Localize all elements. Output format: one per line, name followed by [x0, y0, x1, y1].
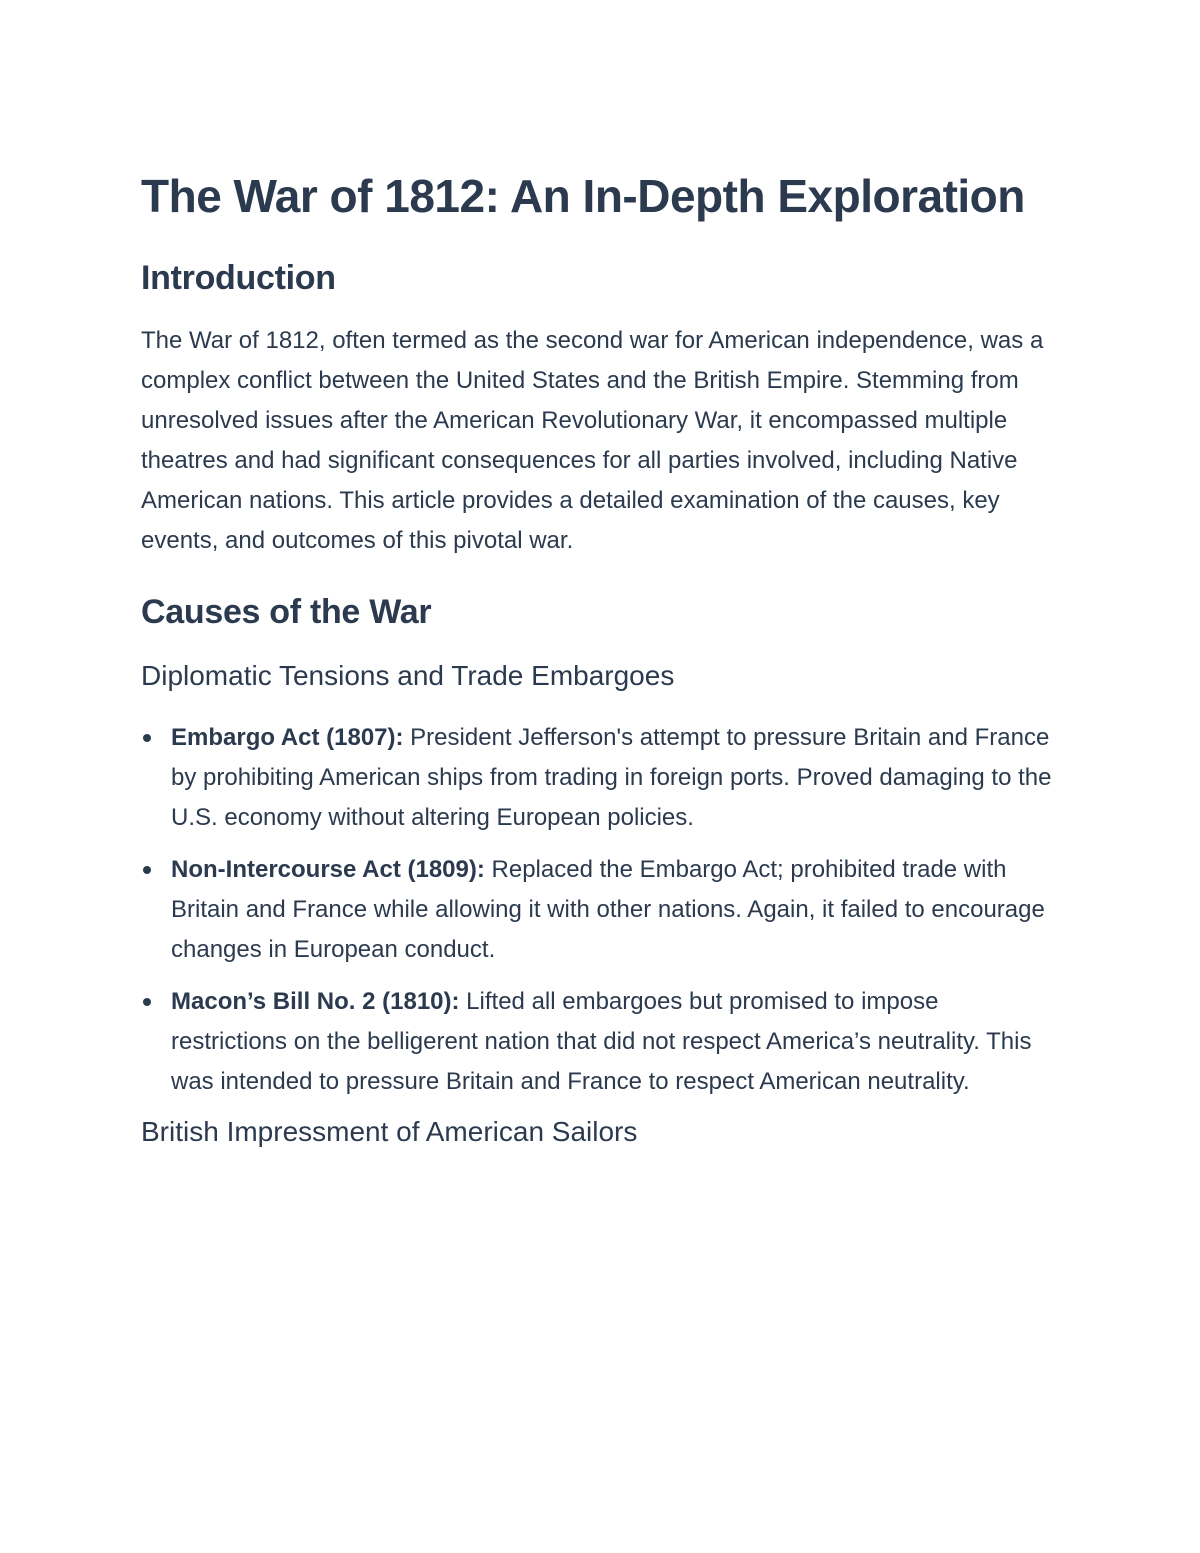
list-item-text: Replaced the Embargo Act; prohibited trade with Britain and France while allowing it with other nations. Again, it failed to encourage changes in European conduct. — [171, 856, 1045, 963]
causes-heading: Causes of the War — [141, 593, 432, 631]
list-item-text: President Jefferson's attempt to pressure Britain and France by prohibiting American ships from trading in foreign ports. Proved damaging to the U.S. economy without altering European policies. — [171, 724, 1052, 831]
impressment-heading: British Impressment of American Sailors — [141, 1116, 638, 1147]
bullet-dot-icon — [143, 866, 151, 874]
list-item-term: Embargo Act (1807): — [171, 724, 404, 751]
document-page — [141, 165, 1061, 1150]
bullet-dot-icon — [143, 998, 151, 1006]
introduction-paragraph: The War of 1812, often termed as the second war for American independence, was a complex conflict between the United States and the British Empire. Stemming from unresolved issues after the American Revolutionary War, it encompassed multiple theatres and had significant consequences for all parties involved, including Native American nations. This article provides a detailed examination of the causes, key events, and outcomes of this pivotal war. — [141, 327, 1044, 554]
introduction-heading: Introduction — [141, 259, 336, 297]
list-item-non-intercourse-act — [141, 850, 1061, 970]
list-item-embargo-act — [141, 718, 1061, 838]
list-item-term: Non-Intercourse Act (1809): — [171, 856, 485, 883]
diplomatic-tensions-heading: Diplomatic Tensions and Trade Embargoes — [141, 660, 675, 691]
list-item-term: Macon’s Bill No. 2 (1810): — [171, 988, 460, 1015]
trade-acts-list — [141, 718, 1061, 1102]
list-item-macons-bill — [141, 982, 1061, 1102]
document-title: The War of 1812: An In-Depth Exploration — [141, 170, 1025, 222]
list-item-text: Lifted all embargoes but promised to impose restrictions on the belligerent nation that did not respect America’s neutrality. This was intended to pressure Britain and France to respect American neutrality. — [171, 988, 1032, 1095]
bullet-dot-icon — [143, 734, 151, 742]
